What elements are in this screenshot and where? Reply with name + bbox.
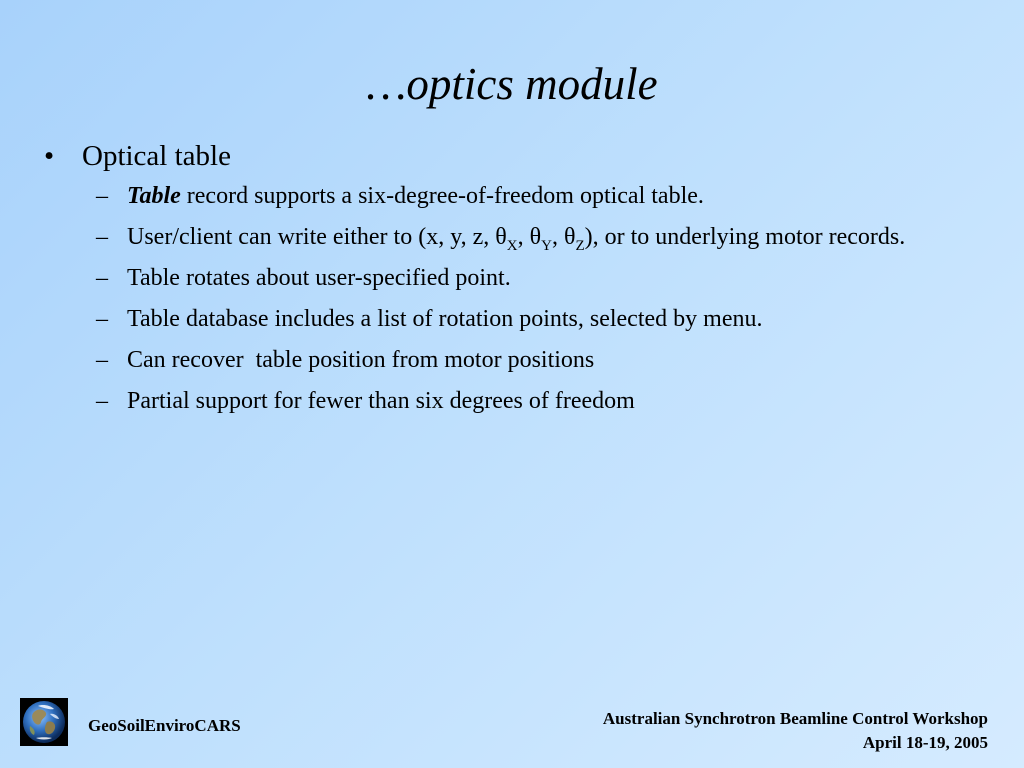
dash-marker: –	[96, 183, 108, 209]
dash-marker: –	[96, 347, 108, 373]
dash-marker: –	[96, 265, 108, 291]
event-date: April 18-19, 2005	[862, 733, 988, 752]
bullet-text: Optical table	[82, 140, 231, 172]
bullet-marker: •	[44, 140, 55, 172]
dash-marker: –	[96, 306, 108, 332]
sub-bullet-text: User/client can write either to (x, y, z,	[127, 224, 496, 250]
bullet-list	[44, 136, 984, 426]
separator: ,	[551, 224, 564, 250]
sub-bullet-item	[82, 344, 984, 377]
earth-globe-icon	[20, 698, 68, 746]
dash-marker: –	[96, 388, 108, 414]
sub-bullet-text: record supports a six-degree-of-freedom optical table.	[180, 183, 704, 209]
subscript-x: X	[506, 237, 518, 254]
organization-name: GeoSoilEnviroCARS	[88, 716, 241, 735]
sub-bullet-item	[82, 385, 984, 418]
sub-bullet-item	[82, 180, 984, 213]
sub-bullet-text: Table rotates about user-specified point.	[127, 265, 511, 291]
theta-symbol: θ	[529, 224, 542, 250]
theta-symbol: θ	[563, 224, 576, 250]
slide-title: …optics module	[366, 59, 658, 109]
sub-bullet-item	[82, 221, 984, 254]
sub-bullet-list	[82, 180, 984, 418]
footer-branding	[20, 697, 241, 747]
sub-bullet-text: Table database includes a list of rotation points, selected by menu.	[127, 306, 763, 332]
bullet-item	[44, 136, 984, 418]
footer-event-info	[603, 707, 988, 755]
theta-symbol: θ	[495, 224, 507, 250]
sub-bullet-text: Can recover table position from motor positions	[127, 347, 595, 373]
separator: ,	[517, 224, 530, 250]
sub-bullet-text: Partial support for fewer than six degrees of freedom	[127, 388, 635, 414]
subscript-y: Y	[541, 237, 552, 254]
dash-marker: –	[96, 224, 108, 250]
event-name: Australian Synchrotron Beamline Control Workshop	[602, 709, 988, 728]
emphasis-text: Table	[127, 183, 181, 209]
sub-bullet-item	[82, 303, 984, 336]
subscript-z: Z	[575, 237, 585, 254]
sub-bullet-text: ), or to underlying motor records.	[584, 224, 906, 250]
sub-bullet-item	[82, 262, 984, 295]
